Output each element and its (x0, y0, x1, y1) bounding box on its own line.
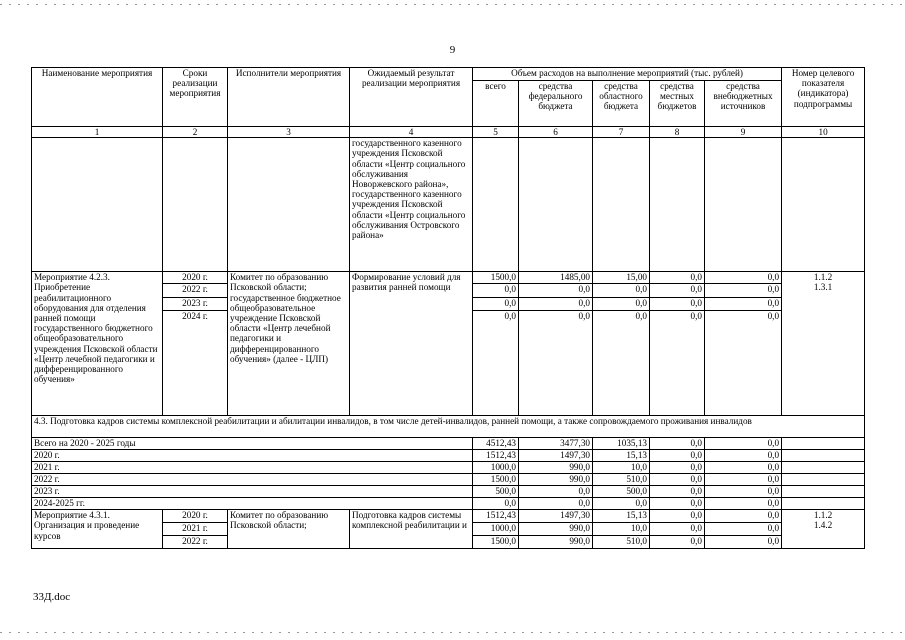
value-federal: 990,0 (519, 523, 593, 536)
value-federal: 1497,30 (519, 450, 593, 462)
measure-423-row (32, 272, 865, 284)
col-num: 1 (32, 127, 163, 138)
scan-artifact-bottom (0, 632, 905, 633)
value-local: 0,0 (650, 438, 705, 450)
value-extrabudget: 0,0 (705, 438, 782, 450)
scan-artifact-top (0, 4, 905, 5)
header-total: всего (473, 81, 519, 127)
col-num: 2 (163, 127, 228, 138)
totals-row (32, 474, 865, 486)
value-extrabudget: 0,0 (705, 510, 782, 523)
totals-row (32, 438, 865, 450)
value-federal: 3477,30 (519, 438, 593, 450)
year-cell: 2020 г. (163, 272, 228, 284)
value-extrabudget: 0,0 (705, 284, 782, 298)
value-extrabudget: 0,0 (705, 311, 782, 416)
totals-label: 2021 г. (32, 462, 473, 474)
page-number: 9 (449, 44, 456, 56)
value-regional: 1035,13 (593, 438, 650, 450)
continued-result: государственного казенного учреждения Псковской области «Центр социального обслуживания Новоржевского района», государственного казенного учреждения Псковской области «Центр социального обслуживания Островского района» (350, 138, 473, 272)
col-num: 8 (650, 127, 705, 138)
value-total: 1000,0 (473, 523, 519, 536)
value-total: 0,0 (473, 298, 519, 311)
value-extrabudget: 0,0 (705, 474, 782, 486)
value-total: 4512,43 (473, 438, 519, 450)
value-extrabudget: 0,0 (705, 450, 782, 462)
value-regional: 15,13 (593, 510, 650, 523)
col-num: 5 (473, 127, 519, 138)
section-row (32, 416, 865, 438)
measure-431-name: Мероприятие 4.3.1. Организация и проведение курсов (32, 510, 163, 549)
value-local: 0,0 (650, 311, 705, 416)
totals-label: 2024-2025 гг. (32, 498, 473, 510)
section-4-3-title: 4.3. Подготовка кадров системы комплексной реабилитации и абилитации инвалидов, в том числе детей-инвалидов, ранней помощи, а также сопровождаемого проживания инвалидов (32, 416, 865, 438)
col-num: 3 (228, 127, 350, 138)
measure-431-indicators (782, 510, 865, 549)
value-regional: 10,0 (593, 462, 650, 474)
totals-row (32, 498, 865, 510)
value-total: 1512,43 (473, 450, 519, 462)
value-federal: 0,0 (519, 298, 593, 311)
value-federal: 990,0 (519, 462, 593, 474)
col-num: 9 (705, 127, 782, 138)
value-federal: 0,0 (519, 486, 593, 498)
header-row (32, 68, 865, 81)
year-cell: 2024 г. (163, 311, 228, 416)
header-executors: Исполнители мероприятия (228, 68, 350, 127)
value-local: 0,0 (650, 474, 705, 486)
value-local: 0,0 (650, 298, 705, 311)
value-total: 0,0 (473, 311, 519, 416)
value-regional: 15,13 (593, 450, 650, 462)
year-cell: 2022 г. (163, 536, 228, 549)
expenses-table (31, 67, 865, 549)
col-num: 6 (519, 127, 593, 138)
value-federal: 1497,30 (519, 510, 593, 523)
value-regional: 0,0 (593, 311, 650, 416)
value-total: 1000,0 (473, 462, 519, 474)
measure-431-result: Подготовка кадров системы комплексной реабилитации и (350, 510, 473, 549)
value-total: 0,0 (473, 284, 519, 298)
indicator: 1.4.2 (813, 520, 833, 531)
measure-423-indicators (782, 272, 865, 416)
value-local: 0,0 (650, 536, 705, 549)
year-cell: 2021 г. (163, 523, 228, 536)
value-federal: 0,0 (519, 311, 593, 416)
header-name: Наименование мероприятия (32, 68, 163, 127)
totals-row (32, 486, 865, 498)
col-num: 7 (593, 127, 650, 138)
value-extrabudget: 0,0 (705, 298, 782, 311)
header-period: Сроки реализации мероприятия (163, 68, 228, 127)
header-extrabudget: средства внебюджетных источников (705, 81, 782, 127)
totals-label: 2023 г. (32, 486, 473, 498)
measure-423-result: Формирование условий для развития ранней помощи (350, 272, 473, 416)
value-extrabudget: 0,0 (705, 498, 782, 510)
measure-423-executors: Комитет по образованию Псковской области; государственное бюджетное общеобразовательное учреждение Псковской области «Центр лечебной педагогики и дифференцированного обучения» (далее - ЦЛП) (228, 272, 350, 416)
value-regional: 0,0 (593, 298, 650, 311)
value-total: 0,0 (473, 498, 519, 510)
value-local: 0,0 (650, 450, 705, 462)
indicator: 1.3.1 (813, 282, 833, 293)
value-extrabudget: 0,0 (705, 486, 782, 498)
value-extrabudget: 0,0 (705, 272, 782, 284)
value-regional: 510,0 (593, 536, 650, 549)
header-expenses-group: Объем расходов на выполнение мероприятий (тыс. рублей) (473, 68, 782, 81)
value-local: 0,0 (650, 498, 705, 510)
totals-row (32, 450, 865, 462)
totals-label: 2022 г. (32, 474, 473, 486)
value-total: 1512,43 (473, 510, 519, 523)
value-local: 0,0 (650, 284, 705, 298)
value-local: 0,0 (650, 486, 705, 498)
col-num: 4 (350, 127, 473, 138)
measure-431-row (32, 510, 865, 523)
value-federal: 0,0 (519, 498, 593, 510)
year-cell: 2023 г. (163, 298, 228, 311)
value-federal: 990,0 (519, 536, 593, 549)
value-extrabudget: 0,0 (705, 462, 782, 474)
header-regional: средства областного бюджета (593, 81, 650, 127)
header-result: Ожидаемый результат реализации мероприятия (350, 68, 473, 127)
value-regional: 0,0 (593, 284, 650, 298)
value-extrabudget: 0,0 (705, 536, 782, 549)
value-federal: 0,0 (519, 284, 593, 298)
value-regional: 15,00 (593, 272, 650, 284)
value-local: 0,0 (650, 462, 705, 474)
value-regional: 0,0 (593, 498, 650, 510)
value-federal: 990,0 (519, 474, 593, 486)
value-total: 1500,0 (473, 272, 519, 284)
col-num: 10 (782, 127, 865, 138)
column-number-row (32, 127, 865, 138)
measure-431-executors: Комитет по образованию Псковской области; (228, 510, 350, 549)
indicator: 1.1.2 (813, 272, 833, 283)
continuation-row (32, 138, 865, 272)
value-regional: 510,0 (593, 474, 650, 486)
value-regional: 10,0 (593, 523, 650, 536)
totals-row (32, 462, 865, 474)
year-cell: 2022 г. (163, 284, 228, 298)
value-federal: 1485,00 (519, 272, 593, 284)
value-local: 0,0 (650, 523, 705, 536)
value-local: 0,0 (650, 272, 705, 284)
year-cell: 2020 г. (163, 510, 228, 523)
value-regional: 500,0 (593, 486, 650, 498)
value-total: 500,0 (473, 486, 519, 498)
measure-423-name: Мероприятие 4.2.3. Приобретение реабилитационного оборудования для отделения ранней помощи государственного бюджетного общеобразовательного учреждения Псковской области «Центр лечебной педагогики и дифференцированного обучения» (32, 272, 163, 416)
indicator: 1.1.2 (813, 510, 833, 521)
value-local: 0,0 (650, 510, 705, 523)
header-federal: средства федерального бюджета (519, 81, 593, 127)
totals-label: Всего на 2020 - 2025 годы (32, 438, 473, 450)
value-total: 1500,0 (473, 474, 519, 486)
header-local: средства местных бюджетов (650, 81, 705, 127)
footer-filename: 33Д.doc (33, 591, 71, 603)
totals-label: 2020 г. (32, 450, 473, 462)
value-extrabudget: 0,0 (705, 523, 782, 536)
header-indicator: Номер целевого показателя (индикатора) подпрограммы (782, 68, 865, 127)
value-total: 1500,0 (473, 536, 519, 549)
